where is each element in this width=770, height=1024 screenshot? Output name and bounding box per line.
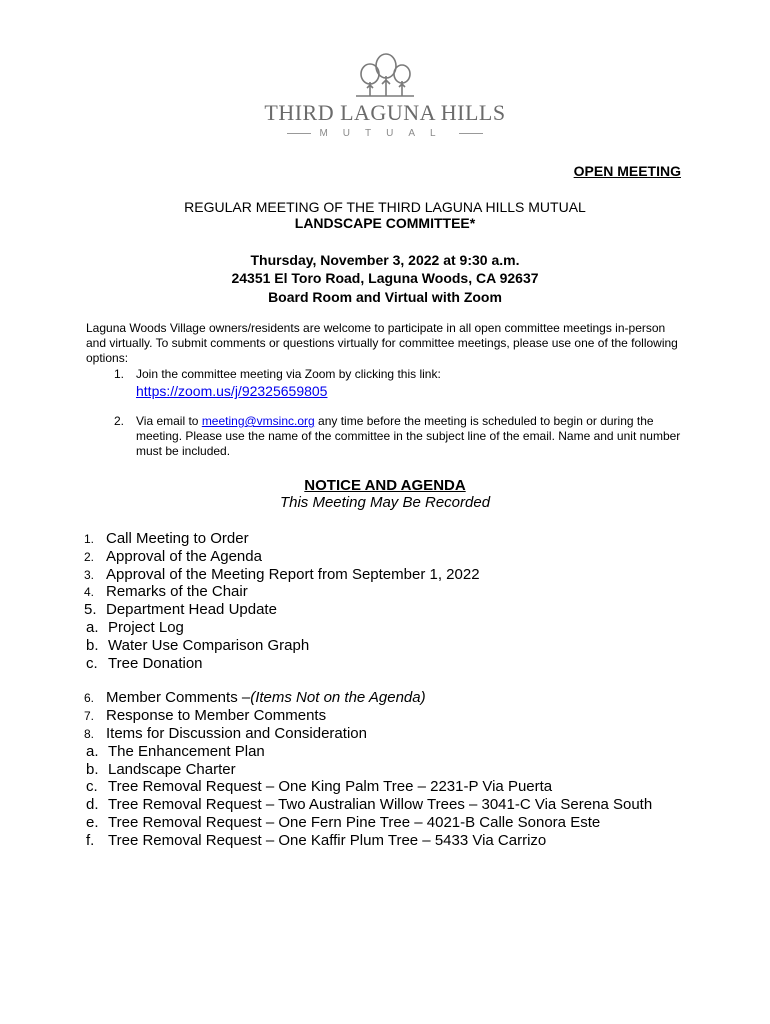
agenda-label: Items for Discussion and Consideration [106, 725, 367, 742]
agenda-number: 5. [84, 601, 97, 618]
agenda-subitem [86, 637, 309, 655]
email-post-text: any time before the meeting is scheduled to begin or during the meeting. Please use the name of the committee in the subject line of the email. Name and unit number must be included. [136, 414, 681, 458]
agenda-subitem [86, 619, 184, 637]
agenda-label: Remarks of the Chair [106, 583, 248, 600]
option-number: 1. [114, 367, 125, 381]
intro-paragraph: Laguna Woods Village owners/residents are welcome to participate in all open committee meetings in-person and virtually. To submit comments or questions virtually for committee meetings, please use one of the following options: [86, 321, 678, 365]
email-pre-text: Via email to [136, 414, 202, 428]
agenda-item [84, 566, 480, 584]
meeting-date: Thursday, November 3, 2022 at 9:30 a.m. [250, 252, 520, 268]
agenda-number: 7. [84, 709, 95, 723]
agenda-subitem [86, 743, 265, 761]
agenda-subitem [86, 655, 203, 673]
agenda-label-italic: (Items Not on the Agenda) [250, 689, 426, 706]
option-email-text [136, 414, 686, 459]
agenda-item [84, 689, 426, 707]
agenda-label: Tree Removal Request – One Kaffir Plum Tree – 5433 Via Carrizo [108, 832, 547, 849]
open-meeting-label: OPEN MEETING [573, 163, 681, 179]
agenda-label: Approval of the Meeting Report from September 1, 2022 [106, 566, 480, 583]
agenda-label: Tree Removal Request – Two Australian Willow Trees – 3041-C Via Serena South [108, 796, 653, 813]
agenda-letter: c. [86, 655, 98, 672]
option-number: 2. [114, 414, 125, 428]
agenda-number: 8. [84, 727, 95, 741]
agenda-label: Department Head Update [106, 601, 277, 618]
option-email [114, 414, 686, 459]
agenda-letter: a. [86, 619, 99, 636]
agenda-number: 3. [84, 568, 95, 582]
agenda-label: Response to Member Comments [106, 707, 327, 724]
agenda-letter: a. [86, 743, 99, 760]
meeting-location: Board Room and Virtual with Zoom [268, 289, 502, 305]
option-text: Join the committee meeting via Zoom by clicking this link: [136, 367, 441, 381]
agenda-label: Landscape Charter [108, 761, 236, 778]
agenda-label: Approval of the Agenda [106, 548, 262, 565]
logo-name: THIRD LAGUNA HILLS [264, 100, 506, 125]
notice-title: NOTICE AND AGENDA [304, 477, 466, 494]
zoom-link[interactable]: https://zoom.us/j/92325659805 [136, 383, 328, 399]
agenda-item [84, 707, 326, 725]
agenda-letter: f. [86, 832, 95, 849]
agenda-item [84, 725, 367, 743]
notice-subtitle: This Meeting May Be Recorded [279, 494, 491, 511]
agenda-number: 6. [84, 691, 95, 705]
agenda-label: The Enhancement Plan [108, 743, 265, 760]
agenda-subitem [86, 761, 236, 779]
agenda-label: Water Use Comparison Graph [108, 637, 310, 654]
committee-title: LANDSCAPE COMMITTEE* [294, 215, 476, 231]
agenda-label: Call Meeting to Order [106, 530, 249, 547]
agenda-item [84, 583, 248, 601]
agenda-label: Tree Removal Request – One King Palm Tree – 2231-P Via Puerta [108, 778, 553, 795]
logo [0, 52, 770, 139]
meeting-title-line: REGULAR MEETING OF THE THIRD LAGUNA HILLS MUTUAL [184, 199, 586, 215]
agenda-item [84, 548, 262, 566]
agenda-letter: b. [86, 761, 99, 778]
agenda-number: 4. [84, 585, 95, 599]
agenda-label: Member Comments – [106, 689, 251, 706]
agenda-label: Tree Donation [108, 655, 203, 672]
meeting-address: 24351 El Toro Road, Laguna Woods, CA 92637 [231, 270, 539, 286]
agenda-subitem [86, 814, 600, 832]
agenda-label: Project Log [108, 619, 184, 636]
agenda-item [84, 601, 277, 619]
option-zoom [114, 367, 674, 382]
trees-logo-icon [350, 52, 420, 98]
agenda-letter: e. [86, 814, 99, 831]
agenda-label: Tree Removal Request – One Fern Pine Tree – 4021-B Calle Sonora Este [108, 814, 601, 831]
logo-subtitle: MUTUAL [0, 128, 770, 139]
agenda-subitem [86, 832, 546, 850]
agenda-number: 2. [84, 550, 95, 564]
agenda-subitem [86, 778, 552, 796]
agenda-letter: b. [86, 637, 99, 654]
agenda-number: 1. [84, 532, 95, 546]
email-link[interactable]: meeting@vmsinc.org [201, 414, 315, 428]
agenda-letter: d. [86, 796, 99, 813]
agenda-subitem [86, 796, 652, 814]
agenda-item [84, 530, 249, 548]
agenda-letter: c. [86, 778, 98, 795]
